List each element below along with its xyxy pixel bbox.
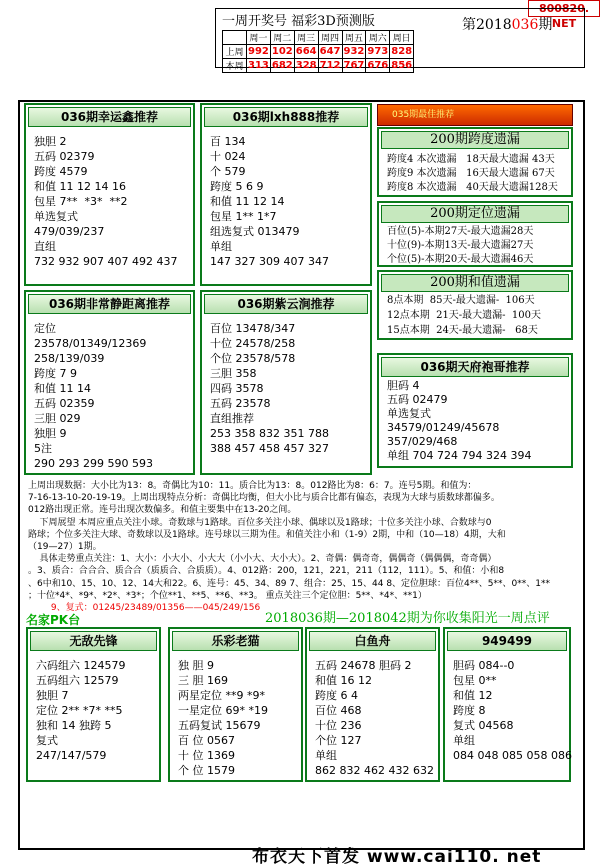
list-item: 084 048 085 058 086 [453,749,572,762]
list-item: 两星定位 **9 *9* [178,689,265,702]
list-item: 跨度 6 4 [315,689,358,702]
list-item: 和值 16 12 [315,674,372,687]
list-item: 胆码 4 [387,379,420,392]
list-item: 三 胆 169 [178,674,228,687]
list-item: 五码组六 12579 [36,674,119,687]
list-item: 15点本期 24天-最大遗漏- 68天 [387,325,538,336]
site-tag: 800820. NET [528,0,600,17]
list-item: 五码复试 15679 [178,719,261,732]
list-item: 三胆 358 [210,367,257,380]
list-item: 包星 0** [453,674,497,687]
list-item: 479/039/237 [34,225,105,238]
weekly-banner: 2018036期—2018042期为你收集阳光一周点评 [265,611,550,626]
list-item: 五码 02379 [34,150,95,163]
box-kuadu: 200期跨度遗漏 跨度4 本次遗漏 18天最大遗漏 43天 跨度9 本次遗漏 16天最大遗漏 67天 跨度8 本次遗漏 40天最大遗漏128天 [377,127,573,197]
list-item: 三胆 029 [34,412,81,425]
list-item: 和值 12 [453,689,493,702]
list-item: 五码 02479 [387,393,448,406]
list-item: 34579/01249/45678 [387,421,500,434]
list-item: 十 位 1369 [178,749,235,762]
list-item: 定位 [34,322,56,335]
list-item: 组选复式 013479 [210,225,300,238]
list-item: 单选复式 [387,407,431,420]
list-item: 十位 236 [315,719,362,732]
pk-title: 名家PK台 [26,613,81,627]
list-item: 百 位 0567 [178,734,235,747]
list-item: 复式 [36,734,58,747]
list-item: 跨度4 本次遗漏 18天最大遗漏 43天 [387,154,555,165]
list-item: 个位(5)-本期20天-最大遗漏46天 [387,254,534,265]
list-item: 复式 04568 [453,719,514,732]
list-item: 个 位 1579 [178,764,235,777]
box-tianfu: 036期天府袍哥推荐 胆码 4 五码 02479 单选复式 34579/01249/45678 357/029/468 单组 704 724 794 324 394 [377,353,573,468]
box-baiyu: 白鱼舟 五码 24678 胆码 2 和值 16 12 跨度 6 4 百位 468 十位 236 个位 127 单组 862 832 462 432 632 [305,627,440,782]
list-item: 胆码 084--0 [453,659,515,672]
box-xinyun: 036期幸运鑫推荐 独胆 2 五码 02379 跨度 4579 和值 11 12 14 16 包星 7** *3* **2 单选复式 479/039/237 直组 732 932 907 407 492 437 [24,103,195,286]
list-item: 和值 11 12 14 [210,195,285,208]
list-item: 单组 704 724 794 324 394 [387,449,532,462]
list-item: 直组 [34,240,56,253]
list-item: 5注 [34,442,52,455]
note-line: （19—27）1期。 [28,542,102,552]
list-item: 388 457 458 457 327 [210,442,329,455]
list-item: 五码 23578 [210,397,271,410]
list-item: 23578/01349/12369 [34,337,147,350]
weekly-draw-table [222,30,414,73]
list-item: 247/147/579 [36,749,107,762]
note-line: 7-16-13-10-20-19-19。上周出现特点分析：奇偶比均衡，但大小比与质合比都有偏态，表现为大球与质数球都偏多。 [28,493,500,504]
list-item: 定位 2** *7* **5 [36,704,123,717]
list-item: 跨度 5 6 9 [210,180,264,193]
list-item: 百位 13478/347 [210,322,296,335]
list-item: 十位 24578/258 [210,337,296,350]
list-item: 357/029/468 [387,435,458,448]
list-item: 独和 14 独跨 5 [36,719,112,732]
list-item: 十 024 [210,150,246,163]
note-line: 具体走势重点关注：1、大小：小大小、小大大（小小大、大小大）。2、奇偶：偶奇奇，偶偶奇（偶偶偶，奇奇偶） [28,554,497,565]
note-line: 路球；个位多关注大球、奇数球以及1路球。连号球以三期为佳。和值关注小和（1-9）2期，中和（10—18）4期，大和 [28,529,506,540]
list-item: 百 134 [210,135,246,148]
list-item: 253 358 832 351 788 [210,427,329,440]
list-item: 包星 1** 1*7 [210,210,277,223]
list-item: 8点本期 85天-最大遗漏- 106天 [387,295,535,306]
box-949499: 949499 胆码 084--0 包星 0** 和值 12 跨度 8 复式 04568 单组 084 048 085 058 086 [443,627,571,782]
list-item: 个位 127 [315,734,362,747]
list-item: 单组 [453,734,475,747]
list-item: 跨度9 本次遗漏 16天最大遗漏 67天 [387,168,555,179]
list-item: 独胆 2 [34,135,67,148]
list-item: 732 932 907 407 492 437 [34,255,178,268]
list-item: 跨度 8 [453,704,486,717]
list-item: 独胆 9 [34,427,67,440]
list-item: 独胆 7 [36,689,69,702]
box-dingwei: 200期定位遗漏 百位(5)-本期27天-最大遗漏28天 十位(9)-本期13天-最大遗漏27天 个位(5)-本期20天-最大遗漏46天 [377,201,573,267]
footer-text: 布衣天下首发 www.cai110. net [252,847,542,867]
list-item: 跨度 4579 [34,165,88,178]
list-item: 百位 468 [315,704,362,717]
box-feichang: 036期非常静距离推荐 定位 23578/01349/12369 258/139/039 跨度 7 9 和值 11 14 五码 02359 三胆 029 独胆 9 5注 290 293 299 590 593 [24,290,195,475]
box-lecai: 乐彩老猫 独 胆 9 三 胆 169 两星定位 **9 *9* 一星定位 69* *19 五码复试 15679 百 位 0567 十 位 1369 个 位 1579 [168,627,303,782]
note-line: 下周展望 本周应重点关注小球。奇数球与1路球。百位多关注小球、偶球以及1路球；十位多关注小球、合数球与0 [28,517,492,528]
note-line: 上周出现数据：大小比为13：8。奇偶比为10：11。质合比为13：8。012路比为8：6：7。连号5期。和值为： [28,481,477,491]
note-line: 9、复式：01245/23489/01356——045/249/156 [28,603,261,613]
list-item: 258/139/039 [34,352,105,365]
hot-title: 035期最佳推荐 [377,104,573,126]
list-item: 跨度 7 9 [34,367,77,380]
list-item: 单组 [315,749,337,762]
list-item: 五码 02359 [34,397,95,410]
box-wudi: 无敌先锋 六码组六 124579 五码组六 12579 独胆 7 定位 2** *7* **5 独和 14 独跨 5 复式 247/147/579 [26,627,161,782]
list-item: 147 327 309 407 347 [210,255,329,268]
list-item: 六码组六 124579 [36,659,126,672]
list-item: 单组 [210,240,232,253]
list-item: 12点本期 21天-最大遗漏- 100天 [387,310,542,321]
table-row: 周一 周二 周三 周四 周五 周六 周日 [223,31,414,45]
list-item: 十位(9)-本期13天-最大遗漏27天 [387,240,534,251]
list-item: 一星定位 69* *19 [178,704,268,717]
list-item: 跨度8 本次遗漏 40天最大遗漏128天 [387,182,558,193]
list-item: 单选复式 [34,210,78,223]
list-item: 四码 3578 [210,382,264,395]
list-item: 包星 7** *3* **2 [34,195,128,208]
issue-label: 第2018036期 [462,17,553,33]
note-line: 。3、质合：合合合、质合合（质质合、合质质）。4、012路：200，121，221，211（112，111）。5、和值：小和8 [28,566,505,577]
list-item: 和值 11 14 [34,382,91,395]
list-item: 直组推荐 [210,412,254,425]
list-item: 290 293 299 590 593 [34,457,153,470]
table-row: 本周 313 682 328 712 767 676 856 [223,59,414,73]
list-item: 和值 11 12 14 16 [34,180,126,193]
note-line: ；十位*4*、*9*、*2*、*3*；个位**1、**5、**6、**3。 重点关注三个定位胆：5**、*4*、**1） [28,590,427,601]
box-ziyun: 036期紫云涧推荐 百位 13478/347 十位 24578/258 个位 23578/578 三胆 358 四码 3578 五码 23578 直组推荐 253 358 832 351 788 388 457 458 457 327 [200,290,372,475]
list-item: 个 579 [210,165,246,178]
note-line: 、6中和10、15、10、12、14大和22。6、连号：45、34、89 7、组合：25、15、44 8、定位胆球：百位4**、5**、0**、1** [28,578,550,589]
box-lxh888: 036期lxh888推荐 百 134 十 024 个 579 跨度 5 6 9 和值 11 12 14 包星 1** 1*7 组选复式 013479 单组 147 327 309 407 347 [200,103,372,286]
list-item: 百位(5)-本期27天-最大遗漏28天 [387,226,534,237]
list-item: 独 胆 9 [178,659,214,672]
list-item: 五码 24678 胆码 2 [315,659,412,672]
note-line: 012路出现正常。连号出现次数偏多。和值主要集中在13-20之间。 [28,505,297,516]
table-row: 上周 992 102 664 647 932 973 828 [223,45,414,59]
header-title: 一周开奖号 福彩3D预测版 [222,14,375,29]
list-item: 个位 23578/578 [210,352,296,365]
list-item: 862 832 462 432 632 [315,764,434,777]
box-hezhi: 200期和值遗漏 8点本期 85天-最大遗漏- 106天 12点本期 21天-最大遗漏- 100天 15点本期 24天-最大遗漏- 68天 [377,270,573,340]
